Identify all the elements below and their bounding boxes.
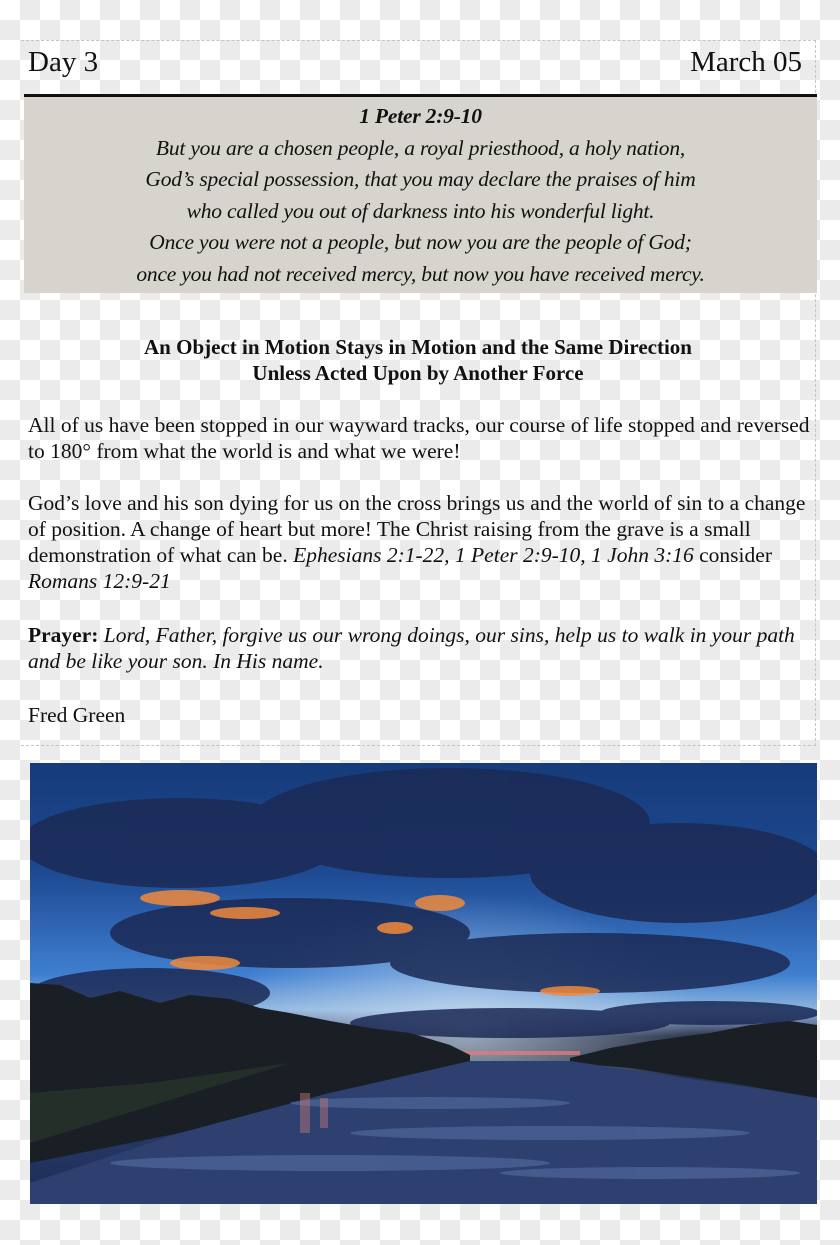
scripture-line: who called you out of darkness into his wonderful light.: [186, 198, 655, 223]
scripture-reference: 1 Peter 2:9-10: [359, 104, 482, 128]
prayer-text: Lord, Father, forgive us our wrong doings, our sins, help us to walk in your path and be like your son. In His name.: [28, 623, 795, 673]
scripture-reference: Romans 12:9-21: [28, 569, 171, 593]
date-label: March 05: [690, 46, 802, 78]
prayer-label: Prayer:: [28, 623, 99, 647]
title-line: An Object in Motion Stays in Motion and the Same Direction: [144, 335, 692, 359]
paragraph-2: [28, 490, 818, 594]
scripture-line: Once you were not a people, but now you are the people of God;: [149, 230, 692, 254]
scripture-references: Ephesians 2:1-22, 1 Peter 2:9-10, 1 John 3:16: [293, 543, 694, 567]
sunset-river-photo: [30, 763, 817, 1204]
scripture-line: But you are a chosen people, a royal priesthood, a holy nation,: [155, 135, 686, 160]
landscape-illustration: [30, 763, 817, 1204]
scripture-line: God’s special possession, that you may declare the praises of him: [145, 167, 696, 191]
prayer: [28, 622, 818, 674]
scripture-line: once you had not received mercy, but now you have received mercy.: [136, 261, 705, 286]
day-label: Day 3: [28, 46, 99, 78]
paragraph-text: consider: [693, 543, 772, 567]
author: Fred Green: [28, 703, 126, 727]
paragraph-text: God’s love and his son dying for us on the cross brings us and the world of sin to a change of position. A change of heart but more! The Christ raising from the grave is a small demonstration of what can be.: [28, 491, 806, 567]
paragraph-1: All of us have been stopped in our wayward tracks, our course of life stopped and reversed to 180° from what the world is and what we were!: [28, 413, 810, 463]
title-line: Unless Acted Upon by Another Force: [252, 361, 584, 385]
scripture-box: [24, 94, 817, 293]
devotional-title: [28, 334, 808, 386]
page-header: [28, 46, 802, 86]
